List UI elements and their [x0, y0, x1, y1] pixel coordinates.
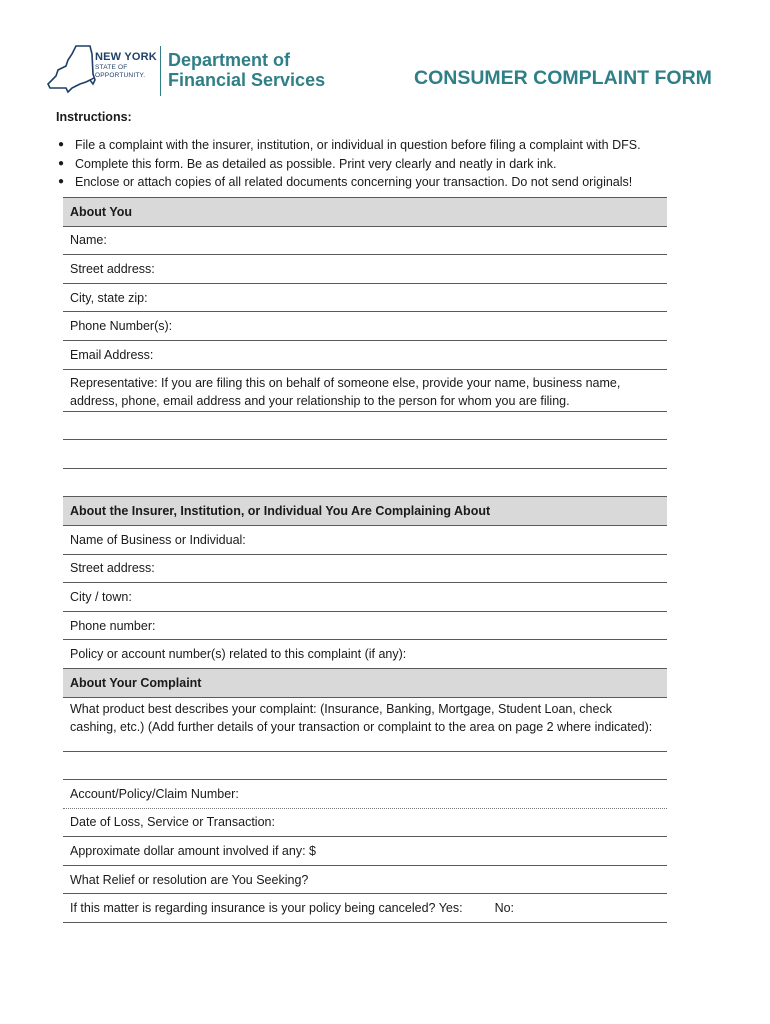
insurer-city-field[interactable]: City / town:: [63, 583, 667, 612]
street-address-field[interactable]: Street address:: [63, 255, 667, 284]
city-state-zip-field[interactable]: City, state zip:: [63, 284, 667, 313]
email-address-field[interactable]: Email Address:: [63, 341, 667, 370]
form-title: CONSUMER COMPLAINT FORM: [414, 67, 712, 89]
section-about-complaint: About Your Complaint: [63, 669, 667, 698]
list-item: ● Complete this form. Be as detailed as possible. Print very clearly and neatly in dark ink.: [58, 155, 718, 174]
policy-canceled-no[interactable]: No:: [494, 901, 515, 916]
ny-tagline-line2: OPPORTUNITY.: [95, 71, 146, 79]
bullet-icon: ●: [58, 139, 65, 150]
phone-numbers-field[interactable]: Phone Number(s):: [63, 312, 667, 341]
bullet-icon: ●: [58, 176, 65, 187]
relief-sought-field[interactable]: What Relief or resolution are You Seeking?: [63, 866, 667, 895]
account-number-field[interactable]: Account/Policy/Claim Number:: [63, 780, 667, 809]
ny-name: NEW YORK: [95, 51, 157, 63]
list-item: ● Enclose or attach copies of all related documents concerning your transaction. Do not send originals!: [58, 173, 718, 192]
policy-number-field[interactable]: Policy or account number(s) related to this complaint (if any):: [63, 640, 667, 669]
new-york-state-logo: [46, 44, 96, 96]
header-divider: [160, 46, 161, 96]
ny-tagline-line1: STATE OF: [95, 64, 128, 71]
instructions-heading: Instructions:: [56, 110, 132, 124]
representative-line-1[interactable]: [63, 412, 667, 441]
representative-field[interactable]: Representative: If you are filing this on behalf of someone else, provide your name, business name, address, phone, email address and your relationship to the person for whom you are filing.: [63, 370, 667, 412]
representative-line-2[interactable]: [63, 440, 667, 469]
ny-tagline: [95, 64, 145, 79]
name-field[interactable]: Name:: [63, 227, 667, 256]
policy-canceled-question[interactable]: If this matter is regarding insurance is your policy being canceled? Yes:: [70, 901, 463, 916]
section-about-insurer: About the Insurer, Institution, or Individual You Are Complaining About: [63, 497, 667, 526]
section-about-you: About You: [63, 198, 667, 227]
insurer-phone-field[interactable]: Phone number:: [63, 612, 667, 641]
instructions-list: [58, 136, 718, 192]
dept-line2: Financial Services: [168, 70, 326, 90]
dollar-amount-field[interactable]: Approximate dollar amount involved if any: $: [63, 837, 667, 866]
department-name: [168, 50, 325, 90]
policy-canceled-field: [63, 894, 667, 923]
list-item: ● File a complaint with the insurer, institution, or individual in question before filing a complaint with DFS.: [58, 136, 718, 155]
business-name-field[interactable]: Name of Business or Individual:: [63, 526, 667, 555]
bullet-icon: ●: [58, 157, 65, 169]
insurer-street-field[interactable]: Street address:: [63, 555, 667, 584]
complaint-form: [63, 197, 667, 923]
section-spacer: [63, 469, 667, 498]
date-of-loss-field[interactable]: Date of Loss, Service or Transaction:: [63, 809, 667, 838]
product-line[interactable]: [63, 752, 667, 781]
product-field[interactable]: What product best describes your complaint: (Insurance, Banking, Mortgage, Student Loan, check cashing, etc.) (Add further details of your transaction or complaint to the area on page 2 where indicated):: [63, 698, 667, 752]
dept-line1: Department of: [168, 50, 291, 70]
